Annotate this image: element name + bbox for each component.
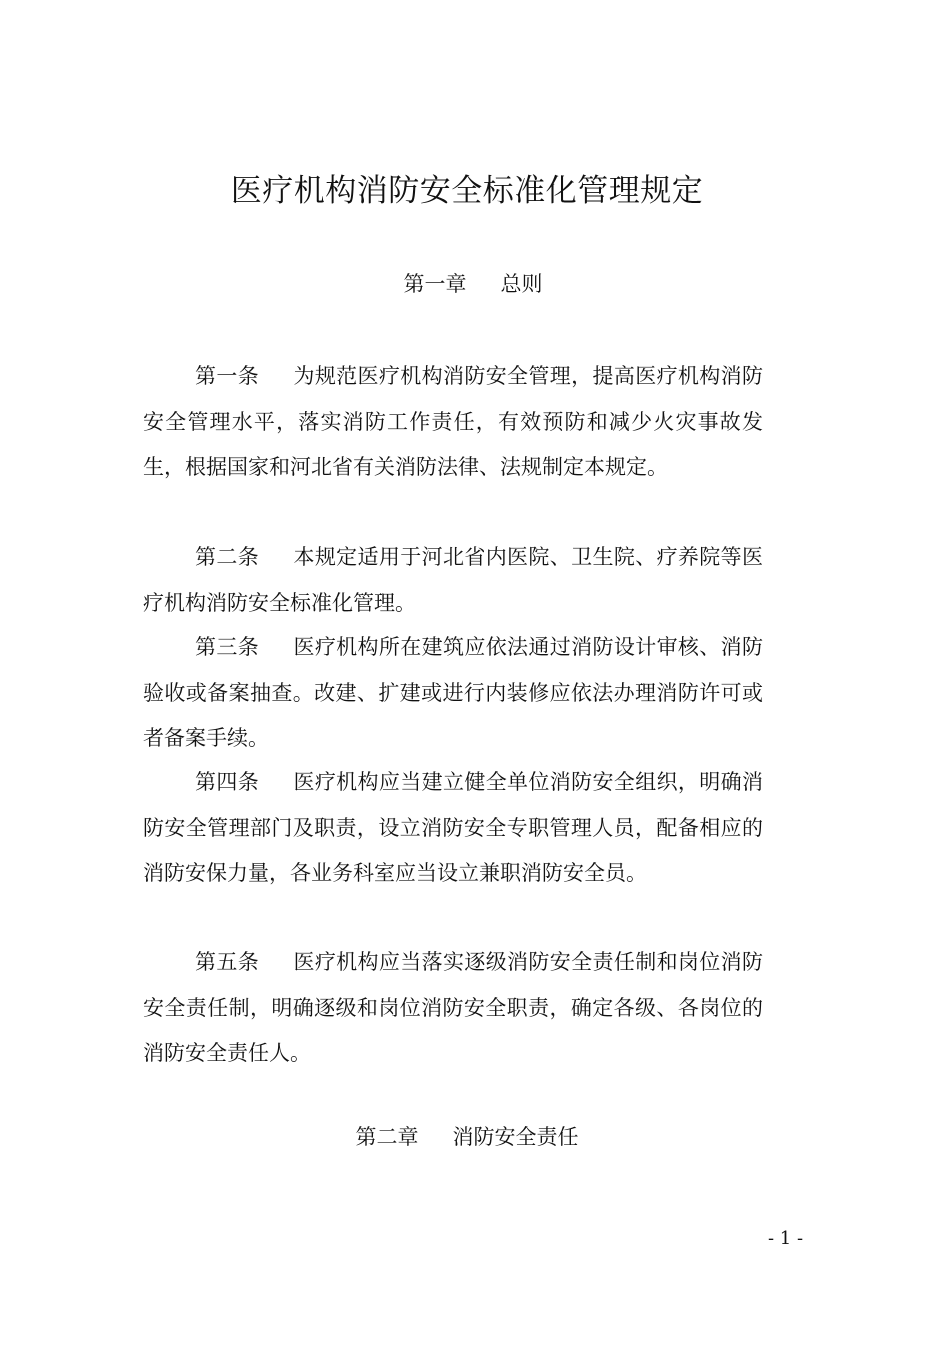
article-number: 第四条: [195, 770, 260, 794]
article-4: [143, 760, 763, 897]
chapter-heading-2: [0, 1120, 934, 1154]
article-number: 第三条: [195, 635, 260, 659]
article-number: 第五条: [195, 950, 260, 974]
article-2: [143, 535, 763, 626]
chapter-heading-1: [0, 267, 946, 301]
article-text: 医疗机构应当落实逐级消防安全责任制和岗位消防安全责任制，明确逐级和岗位消防安全职责，确定各级、各岗位的消防安全责任人。: [143, 950, 764, 1065]
article-5: [143, 940, 763, 1077]
page-number: - 1 -: [768, 1228, 804, 1249]
article-number: 第一条: [195, 364, 260, 388]
article-text: 本规定适用于河北省内医院、卫生院、疗养院等医疗机构消防安全标准化管理。: [143, 545, 764, 615]
article-3: [143, 625, 763, 762]
chapter-number: 第二章: [355, 1125, 419, 1149]
chapter-name: 总则: [500, 272, 543, 296]
article-1: [143, 354, 763, 491]
article-text: 医疗机构应当建立健全单位消防安全组织，明确消防安全管理部门及职责，设立消防安全专职管理人员，配备相应的消防安保力量，各业务科室应当设立兼职消防安全员。: [143, 770, 764, 885]
chapter-name: 消防安全责任: [452, 1125, 579, 1149]
article-text: 为规范医疗机构消防安全管理，提高医疗机构消防安全管理水平，落实消防工作责任，有效预防和减少火灾事故发生，根据国家和河北省有关消防法律、法规制定本规定。: [143, 364, 764, 479]
article-number: 第二条: [195, 545, 260, 569]
chapter-number: 第一章: [403, 272, 467, 296]
article-text: 医疗机构所在建筑应依法通过消防设计审核、消防验收或备案抽查。改建、扩建或进行内装修应依法办理消防许可或者备案手续。: [143, 635, 764, 750]
document-title: 医疗机构消防安全标准化管理规定: [230, 173, 704, 209]
